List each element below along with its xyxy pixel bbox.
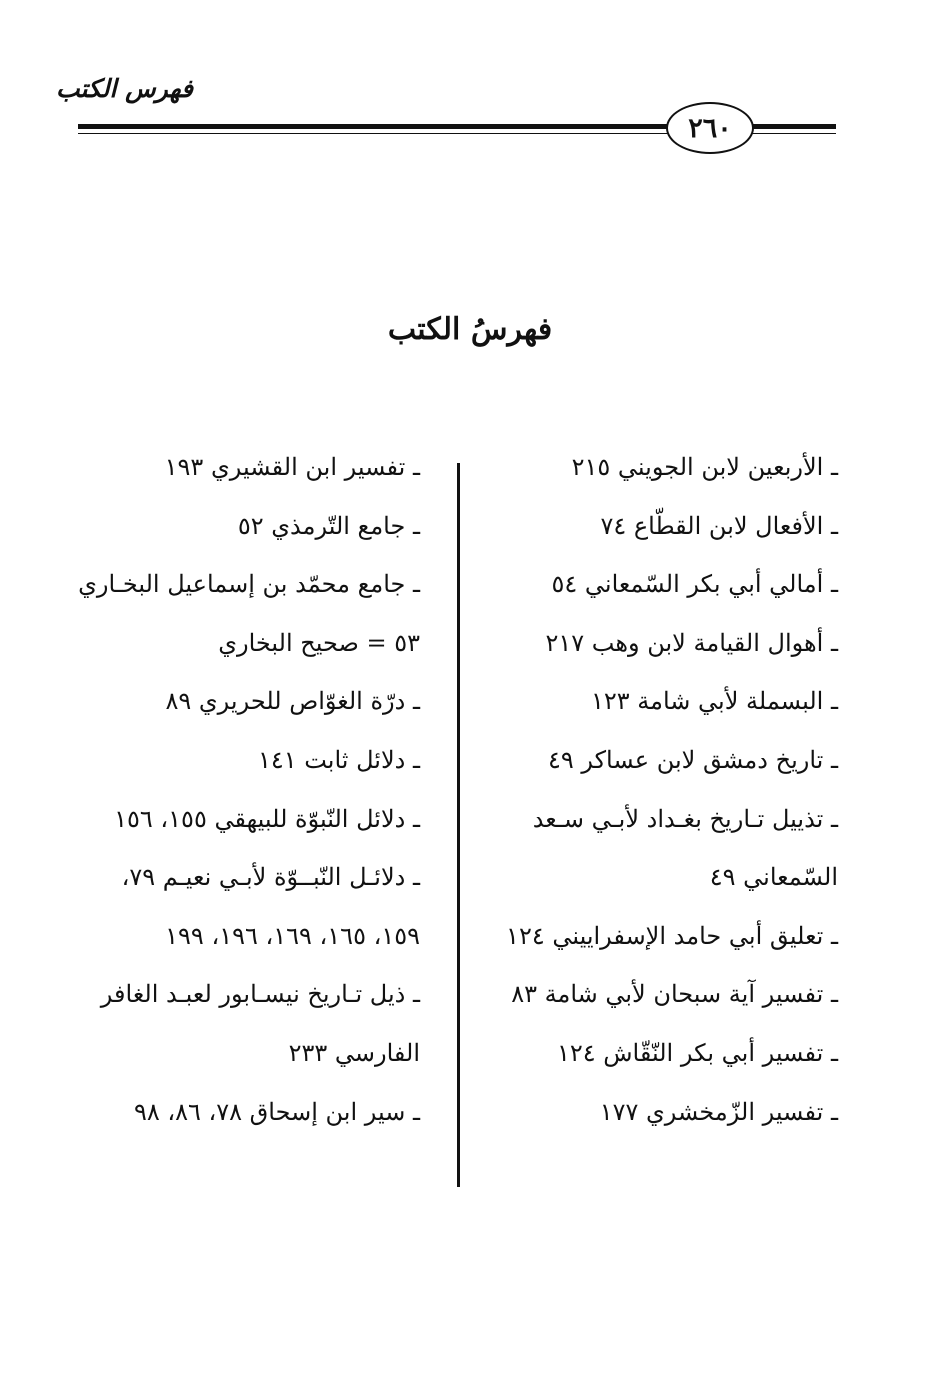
- index-entry: ـ الأربعين لابن الجويني ٢١٥: [571, 453, 838, 481]
- index-entry: ـ تفسير ابن القشيري ١٩٣: [164, 453, 420, 481]
- index-entry: ـ سير ابن إسحاق ٧٨، ٨٦، ٩٨: [133, 1097, 420, 1126]
- section-title: فهرسُ الكتب: [387, 312, 553, 347]
- index-entry-continuation: الفارسي ٢٣٣: [288, 1038, 420, 1067]
- index-entry: ـ تفسير الزّمخشري ١٧٧: [599, 1097, 838, 1126]
- running-header-title: فهرس الكتب: [56, 74, 193, 103]
- index-entry: ـ دلائل ثابت ١٤١: [257, 745, 420, 774]
- index-entry: ـ دلائل النّبوّة للبيهقي ١٥٥، ١٥٦: [114, 804, 420, 833]
- index-entry: ـ ذيل تـاريخ نيسـابور لعبـد الغافر: [100, 980, 420, 1009]
- index-entry: ـ تعليق أبي حامد الإسفراييني ١٢٤: [506, 921, 838, 950]
- index-entry: ـ أمالي أبي بكر السّمعاني ٥٤: [551, 570, 838, 599]
- index-entry: ـ درّة الغوّاص للحريري ٨٩: [165, 687, 420, 716]
- index-entry: ـ جامع التّرمذي ٥٢: [237, 511, 420, 540]
- page-number: ٢٦٠: [666, 102, 754, 154]
- index-entry: ـ تذييل تـاريخ بغـداد لأبـي سـعد: [532, 804, 838, 833]
- column-divider: [457, 463, 460, 1187]
- index-entry: ـ تاريخ دمشق لابن عساكر ٤٩: [547, 745, 838, 774]
- index-entry-continuation: ١٥٩، ١٦٥، ١٦٩، ١٩٦، ١٩٩: [165, 921, 420, 950]
- index-entry: ـ أهوال القيامة لابن وهب ٢١٧: [545, 628, 838, 657]
- index-column-left: [76, 438, 420, 1141]
- index-entry: ـ تفسير أبي بكر النّقّاش ١٢٤: [556, 1038, 838, 1067]
- index-entry-continuation: السّمعاني ٤٩: [709, 863, 838, 892]
- index-entry: ـ الأفعال لابن القطّاع ٧٤: [600, 511, 838, 540]
- index-entry: ـ تفسير آية سبحان لأبي شامة ٨٣: [511, 980, 838, 1009]
- index-entry-continuation: ٥٣ = صحيح البخاري: [218, 628, 420, 657]
- index-entry: ـ جامع محمّد بن إسماعيل البخـاري: [78, 570, 420, 599]
- index-entry: ـ دلائـل النّبــوّة لأبـي نعيـم ٧٩،: [121, 863, 420, 892]
- index-column-right: [478, 438, 838, 1141]
- index-entry: ـ البسملة لأبي شامة ١٢٣: [590, 687, 838, 716]
